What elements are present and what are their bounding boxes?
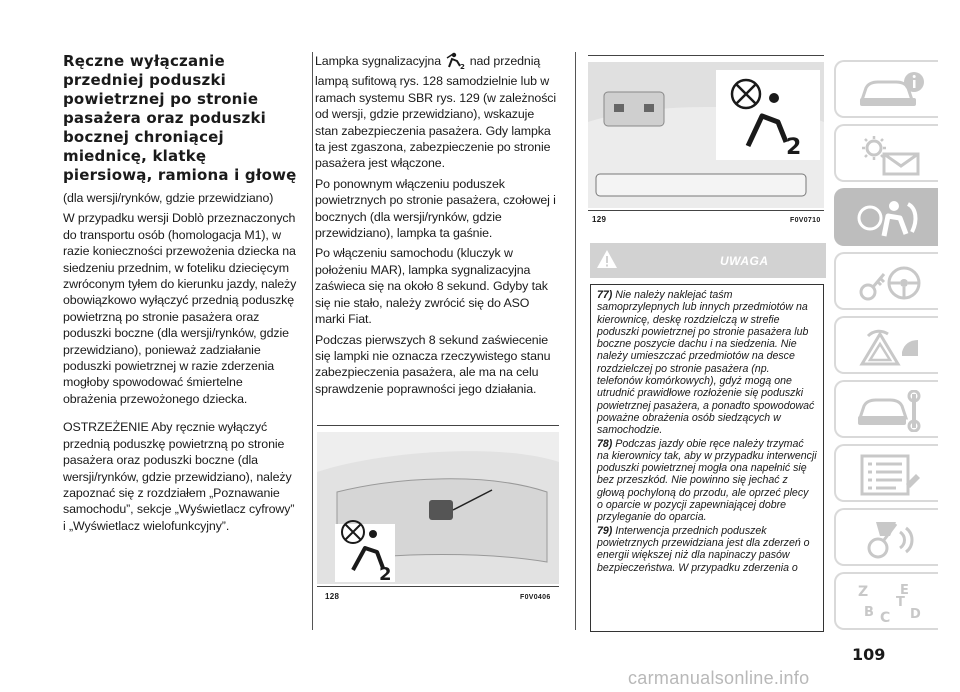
warning-title: UWAGA xyxy=(720,254,769,268)
note-text: Podczas jazdy obie ręce należy trzymać na kierownicy tak, aby w przypadku interwencji poduszki powietrznej mogła ona napełnić się bez przeszkód. Nie powinno się jechać z głową pochyloną do przodu, ale oprzeć plecy o oparcie w pozycji zapewniającej dobre przyleganie do oparcia. xyxy=(597,437,817,524)
warning-note xyxy=(597,289,817,437)
index-letters-icon xyxy=(856,582,926,624)
airbag-off-large-icon xyxy=(728,76,812,161)
note-number: 77) xyxy=(597,289,613,301)
svg-text:Z: Z xyxy=(858,584,869,600)
warning-note xyxy=(597,438,817,524)
warning-triangle-icon xyxy=(596,248,618,275)
note-number: 78) xyxy=(597,437,613,450)
figure-128-number: 128 xyxy=(325,592,340,601)
chapter-tab-start-drive[interactable] xyxy=(834,252,938,310)
svg-text:2: 2 xyxy=(786,135,802,156)
specifications-list-icon xyxy=(856,454,926,496)
figure-bottom-rule xyxy=(317,586,559,587)
left-column xyxy=(63,52,299,538)
page-number: 109 xyxy=(852,645,886,664)
svg-text:2: 2 xyxy=(460,63,466,69)
svg-text:T: T xyxy=(896,595,905,610)
figure-129-code: F0V0710 xyxy=(790,217,821,224)
chapter-tab-index[interactable] xyxy=(834,572,938,630)
warning-header xyxy=(590,243,826,278)
chapter-tab-dashboard[interactable] xyxy=(834,124,938,182)
paragraph-versions: (dla wersji/rynków, gdzie przewidziano) xyxy=(63,191,274,205)
paragraph-warning: OSTRZEŻENIE Aby ręcznie wyłączyć przednią poduszkę powietrzną po stronie pasażera oraz poduszki boczne (dla wersji/rynków, gdzie przewidziano), należy zapoznać się z rozdziałem „Poznawanie samochodu”, sekcje „Wyświetlacz cyfrowy” i „Wyświetlacz wielofunkcyjny”. xyxy=(63,420,295,533)
chapter-tab-maintenance[interactable] xyxy=(834,380,938,438)
figure-top-rule xyxy=(588,55,824,56)
lamp-text-before: Lampka sygnalizacyjna xyxy=(315,54,442,68)
svg-text:E: E xyxy=(900,583,909,598)
svg-text:2: 2 xyxy=(379,564,392,582)
column-divider xyxy=(312,52,313,630)
svg-text:D: D xyxy=(910,607,921,622)
key-steering-icon xyxy=(856,262,926,304)
paragraph-doblo: W przypadku wersji Doblò przeznaczonych do transportu osób (homologacja M1), w razie konieczności przewożenia dziecka na siedzeniu przednim, w foteliku dziecięcym zwróconym tyłem do kierunku jazdy, należy obowiązkowo wyłączyć przednią poduszkę powietrzną po stronie pasażera oraz poduszki boczne (dla wersji/rynków, gdzie przewidziano), ponieważ zadziałanie poduszki powietrznej w razie zderzenia mogłoby spowodować śmiertelne obrażenia przewożonego dziecka. xyxy=(63,211,297,406)
warning-triangle-icon xyxy=(856,326,926,368)
airbag-off-icon xyxy=(445,52,465,73)
watermark: carmanualsonline.info xyxy=(628,668,810,688)
car-wrench-icon xyxy=(856,390,926,432)
svg-text:C: C xyxy=(880,610,891,624)
figure-129-number: 129 xyxy=(592,215,607,224)
figure-top-rule xyxy=(317,425,559,426)
lamp-text-after: nad przednią lampą sufitową rys. 128 samodzielnie lub w ramach systemu SBR rys. 129 (w zależności od wersji, gdzie przewidziano), wskazuje stan zabezpieczenia pasażera. Gdy lampka ta jest zgaszona, zabezpieczenie po stronie pasażera jest włączone. xyxy=(315,54,557,171)
figure-129-image xyxy=(588,62,824,208)
chapter-tab-safety[interactable] xyxy=(834,188,938,246)
airbag-seatbelt-icon xyxy=(856,198,926,240)
figure-bottom-rule xyxy=(588,210,824,211)
figure-128-code: F0V0406 xyxy=(520,594,551,601)
warning-box xyxy=(590,284,824,632)
note-text: Nie należy naklejać taśm samoprzylepnych lub innych przedmiotów na kierownicę, deskę rozdzielczą w strefie poduszki powietrznej po stronie pasażera lub boczne poszycie dachu i na siedzenia. Nie należy umieszczać przedmiotów na desce rozdzielczej po stronie pasażera (np. telefonów komórkowych), gdyż mogą one utrudnić prawidłowe rozłożenie się poduszki powietrznej pasażera, a ponadto spowodować poważne obrażenia osób siedzących w samochodzie. xyxy=(597,289,815,437)
middle-column xyxy=(315,52,560,401)
multimedia-icon xyxy=(856,518,926,560)
chapter-tab-specifications[interactable] xyxy=(834,444,938,502)
figure-128-image xyxy=(317,432,559,584)
paragraph-lamp xyxy=(315,52,560,172)
note-text: Interwencja przednich poduszek powietrznych przewidziana jest dla zderzeń o energii większej niż dla napinaczy pasów bezpieczeństwa. W przypadku zderzenia o xyxy=(597,524,810,574)
chapter-tab-multimedia[interactable] xyxy=(834,508,938,566)
section-heading: Ręczne wyłączanie przedniej poduszki powietrznej po stronie pasażera oraz poduszki bocznej chroniącej miednicę, klatkę piersiową, ramiona i głowę xyxy=(63,52,297,184)
dashboard-lights-icon xyxy=(856,134,926,176)
paragraph-first-seconds: Podczas pierwszych 8 sekund zaświecenie się lampki nie oznacza rzeczywistego stanu zabezpieczenia pasażera, ale ma na celu sprawdzenie poprawności jego działania. xyxy=(315,332,551,396)
column-divider xyxy=(575,52,576,630)
paragraph-mar: Po włączeniu samochodu (kluczyk w położeniu MAR), lampka sygnalizacyjna zaświeca się na około 8 sekund. Gdyby tak się nie stało, należy zwrócić się do ASO marki Fiat. xyxy=(315,246,548,327)
warning-note xyxy=(597,525,817,574)
chapter-tab-emergency[interactable] xyxy=(834,316,938,374)
car-info-icon xyxy=(856,70,926,112)
chapter-tab-vehicle[interactable] xyxy=(834,60,938,118)
paragraph-reenable: Po ponownym włączeniu poduszek powietrznych po stronie pasażera, czołowej i bocznych (dla wersji/rynków, gdzie przewidziano), lampka ta gaśnie. xyxy=(315,176,556,241)
note-number: 79) xyxy=(597,524,613,537)
airbag-off-large-icon xyxy=(339,518,401,584)
svg-text:B: B xyxy=(864,605,874,620)
